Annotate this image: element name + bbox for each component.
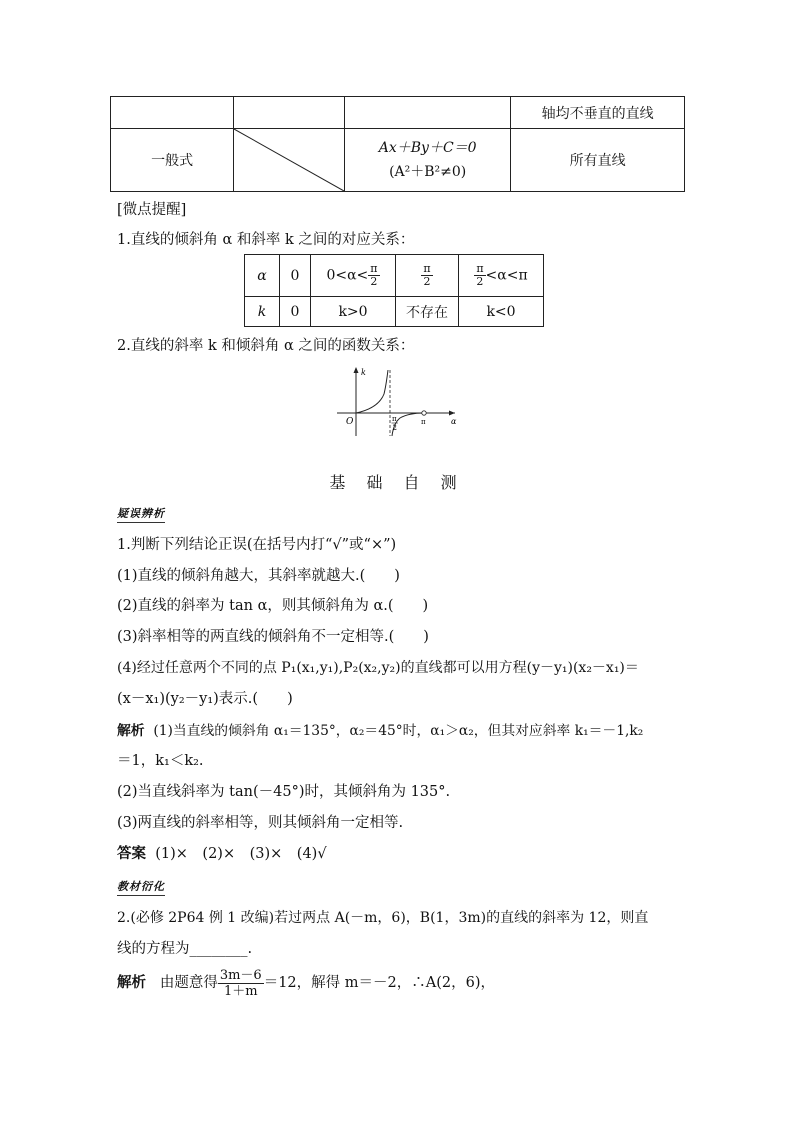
- table-cell: [396, 255, 459, 297]
- fraction-numerator: π: [423, 262, 431, 275]
- slope-fraction-numerator: 3m－6: [219, 967, 262, 983]
- pi-half-fraction: [474, 263, 485, 288]
- q2-line-1: 2.(必修 2P64 例 1 改编)若过两点 A(－m，6)，B(1，3m)的直线的斜率为 12，则直: [117, 910, 649, 926]
- q1-title: 1.判断下列结论正误(在括号内打“√”或“×”): [117, 537, 397, 553]
- tip-label: [微点提醒]: [117, 202, 187, 218]
- analysis-line-2: ＝1，k₁＜k₂.: [117, 753, 204, 769]
- diagonal-cell: [234, 129, 345, 192]
- q1-item-4: (4)经过任意两个不同的点 P₁(x₁,y₁),P₂(x₂,y₂)的直线都可以用方程(y－y₁)(x₂－x₁)＝: [117, 660, 639, 676]
- fraction-numerator: π: [476, 262, 484, 275]
- pi-half-fraction: [368, 263, 379, 288]
- k-axis-label: k: [361, 368, 366, 377]
- origin-label: O: [346, 417, 354, 427]
- q1-item-3: (3)斜率相等的两直线的倾斜角不一定相等.( ): [117, 629, 429, 645]
- answer-line: [117, 844, 327, 864]
- tag-textbook: 教材衍化: [117, 878, 165, 896]
- fraction-denominator: 2: [370, 275, 378, 288]
- analysis2-line: [117, 964, 495, 1002]
- diagonal-line: [234, 129, 344, 191]
- k-header: k: [245, 297, 280, 327]
- slope-angle-graph: [335, 364, 465, 438]
- pi-half-den-label: 2: [392, 424, 397, 432]
- angle-slope-table: [244, 254, 544, 327]
- q1-item-2: (2)直线的斜率为 tan α，则其倾斜角为 α.( ): [117, 598, 429, 614]
- alpha-axis-arrow: [449, 411, 455, 416]
- line-forms-table: [110, 96, 685, 192]
- analysis-line-1: [117, 721, 643, 741]
- pi-half-fraction: [421, 263, 432, 288]
- table-cell: [345, 97, 511, 129]
- general-form-condition: (A²＋B²≠0): [389, 164, 467, 180]
- analysis-line-4: (3)两直线的斜率相等，则其倾斜角一定相等.: [117, 815, 404, 831]
- fraction-numerator: π: [370, 262, 378, 275]
- range-right-text: <α<π: [485, 267, 528, 284]
- table-cell: [234, 97, 345, 129]
- range-left-text: 0<α<: [326, 267, 369, 284]
- table-cell: 一般式: [111, 129, 234, 192]
- analysis-line-3: (2)当直线斜率为 tan(－45°)时，其倾斜角为 135°.: [117, 784, 451, 800]
- tag-error-analysis: 疑误辨析: [117, 505, 165, 523]
- analysis2-post: ＝12，解得 m＝－2，∴A(2，6)，: [263, 975, 495, 991]
- pi-point: [422, 411, 426, 415]
- table-cell: [111, 97, 234, 129]
- fraction-denominator: 2: [476, 275, 484, 288]
- tip2-text: 2.直线的斜率 k 和倾斜角 α 之间的函数关系：: [117, 338, 415, 354]
- analysis2-pre: 由题意得: [159, 975, 218, 991]
- fraction-denominator: 2: [423, 275, 431, 288]
- answer-text: (1)× (2)× (3)× (4)√: [155, 846, 327, 862]
- k-axis-arrow: [354, 367, 359, 373]
- table-cell: k>0: [311, 297, 396, 327]
- q1-item-1: (1)直线的倾斜角越大，其斜率就越大.( ): [117, 568, 400, 584]
- analysis2-label: 解析: [117, 974, 146, 991]
- answer-label: 答案: [117, 845, 146, 862]
- alpha-axis-label: α: [451, 417, 457, 426]
- analysis-text: (1)当直线的倾斜角 α₁＝135°，α₂＝45°时，α₁＞α₂，但其对应斜率 k₁＝－1,k₂: [153, 723, 644, 739]
- table-cell: 不存在: [396, 297, 459, 327]
- alpha-header: α: [245, 255, 280, 297]
- table-cell: 0: [280, 297, 311, 327]
- tip1-text: 1.直线的倾斜角 α 和斜率 k 之间的对应关系：: [117, 232, 415, 248]
- table-cell: 所有直线: [511, 129, 685, 192]
- table-cell: [311, 255, 396, 297]
- table-cell: 轴均不垂直的直线: [511, 97, 685, 129]
- table-cell: [459, 255, 544, 297]
- q1-item-4-cont: (x－x₁)(y₂－y₁)表示.( ): [117, 691, 293, 707]
- slope-fraction: [218, 968, 264, 999]
- pi-half-num-label: π: [392, 415, 397, 423]
- general-form-formula: Ax＋By＋C＝0: [378, 140, 477, 156]
- pi-label: π: [421, 418, 426, 426]
- section-heading: 基 础 自 测: [329, 473, 465, 492]
- table-cell: k<0: [459, 297, 544, 327]
- table-cell: 0: [280, 255, 311, 297]
- general-form-cell: [345, 129, 511, 192]
- q2-line-2: 线的方程为________.: [117, 941, 253, 957]
- slope-fraction-denominator: 1＋m: [223, 983, 258, 999]
- analysis-label: 解析: [117, 723, 145, 739]
